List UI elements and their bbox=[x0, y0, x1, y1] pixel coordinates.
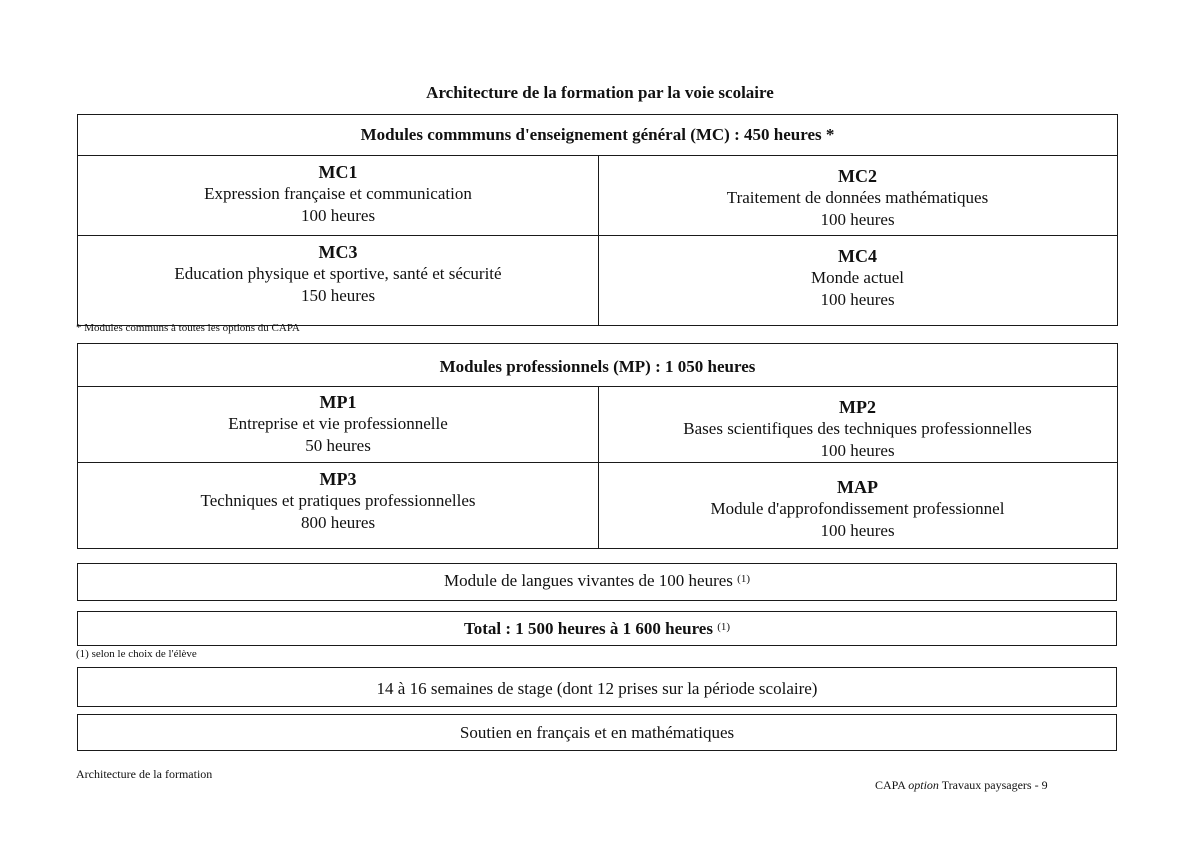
mc-table bbox=[77, 114, 1118, 326]
total-label: Total : 1 500 heures à 1 600 heures bbox=[463, 619, 713, 638]
module-code: MC2 bbox=[838, 166, 877, 186]
langues-label: Module de langues vivantes de 100 heures bbox=[443, 571, 733, 590]
module-cell-mc4 bbox=[598, 245, 1117, 311]
langues-text bbox=[78, 571, 1116, 591]
module-code: MC1 bbox=[318, 162, 358, 182]
module-cell-mc1 bbox=[78, 161, 598, 227]
module-hours: 150 heures bbox=[300, 286, 376, 305]
total-box bbox=[77, 611, 1117, 646]
module-cell-mp2 bbox=[598, 396, 1117, 462]
module-name: Module d'approfondissement professionnel bbox=[710, 499, 1005, 518]
total-footnote: (1) selon le choix de l'élève bbox=[76, 648, 197, 660]
module-cell-mc3 bbox=[78, 241, 598, 307]
module-code: MC3 bbox=[318, 242, 358, 262]
footnote-mark: (1) bbox=[717, 621, 731, 633]
module-code: MC4 bbox=[838, 246, 877, 266]
soutien-box bbox=[77, 714, 1117, 751]
langues-box bbox=[77, 563, 1117, 601]
mp-header: Modules professionnels (MP) : 1 050 heures bbox=[439, 357, 756, 376]
footer-left: Architecture de la formation bbox=[76, 767, 213, 781]
module-hours: 50 heures bbox=[305, 436, 371, 455]
footer-italic: option bbox=[908, 778, 939, 792]
footnote-mark: (1) bbox=[737, 573, 750, 585]
module-hours: 100 heures bbox=[820, 521, 895, 540]
module-code: MAP bbox=[837, 477, 878, 497]
module-cell-mc2 bbox=[598, 165, 1117, 231]
mc-header: Modules commmuns d'enseignement général (MC) : 450 heures * bbox=[360, 125, 835, 144]
module-name: Education physique et sportive, santé et sécurité bbox=[174, 264, 502, 283]
module-name: Expression française et communication bbox=[204, 184, 472, 203]
module-name: Traitement de données mathématiques bbox=[726, 188, 989, 207]
footer-right bbox=[875, 778, 1048, 793]
module-hours: 800 heures bbox=[300, 513, 376, 532]
stage-text: 14 à 16 semaines de stage (dont 12 prises sur la période scolaire) bbox=[376, 679, 818, 698]
soutien-text: Soutien en français et en mathématiques bbox=[459, 723, 735, 742]
module-name: Techniques et pratiques professionnelles bbox=[200, 491, 476, 510]
total-text bbox=[78, 619, 1116, 639]
mp-table bbox=[77, 343, 1118, 549]
page-title: Architecture de la formation par la voie scolaire bbox=[426, 83, 774, 102]
module-code: MP3 bbox=[319, 469, 357, 489]
module-hours: 100 heures bbox=[300, 206, 376, 225]
module-cell-map bbox=[598, 476, 1117, 542]
module-name: Monde actuel bbox=[811, 268, 904, 287]
module-code: MP2 bbox=[839, 397, 876, 417]
stage-box bbox=[77, 667, 1117, 707]
module-cell-mp1 bbox=[78, 391, 598, 457]
footer-prefix: CAPA bbox=[875, 778, 906, 792]
module-code: MP1 bbox=[319, 392, 357, 412]
module-cell-mp3 bbox=[78, 468, 598, 534]
footer-suffix: Travaux paysagers - 9 bbox=[941, 778, 1048, 792]
module-name: Entreprise et vie professionnelle bbox=[228, 414, 448, 433]
module-name: Bases scientifiques des techniques professionnelles bbox=[683, 419, 1032, 438]
module-hours: 100 heures bbox=[820, 441, 895, 460]
module-hours: 100 heures bbox=[820, 290, 895, 309]
module-hours: 100 heures bbox=[820, 210, 895, 229]
mc-footnote: * Modules communs à toutes les options du CAPA bbox=[76, 322, 300, 334]
